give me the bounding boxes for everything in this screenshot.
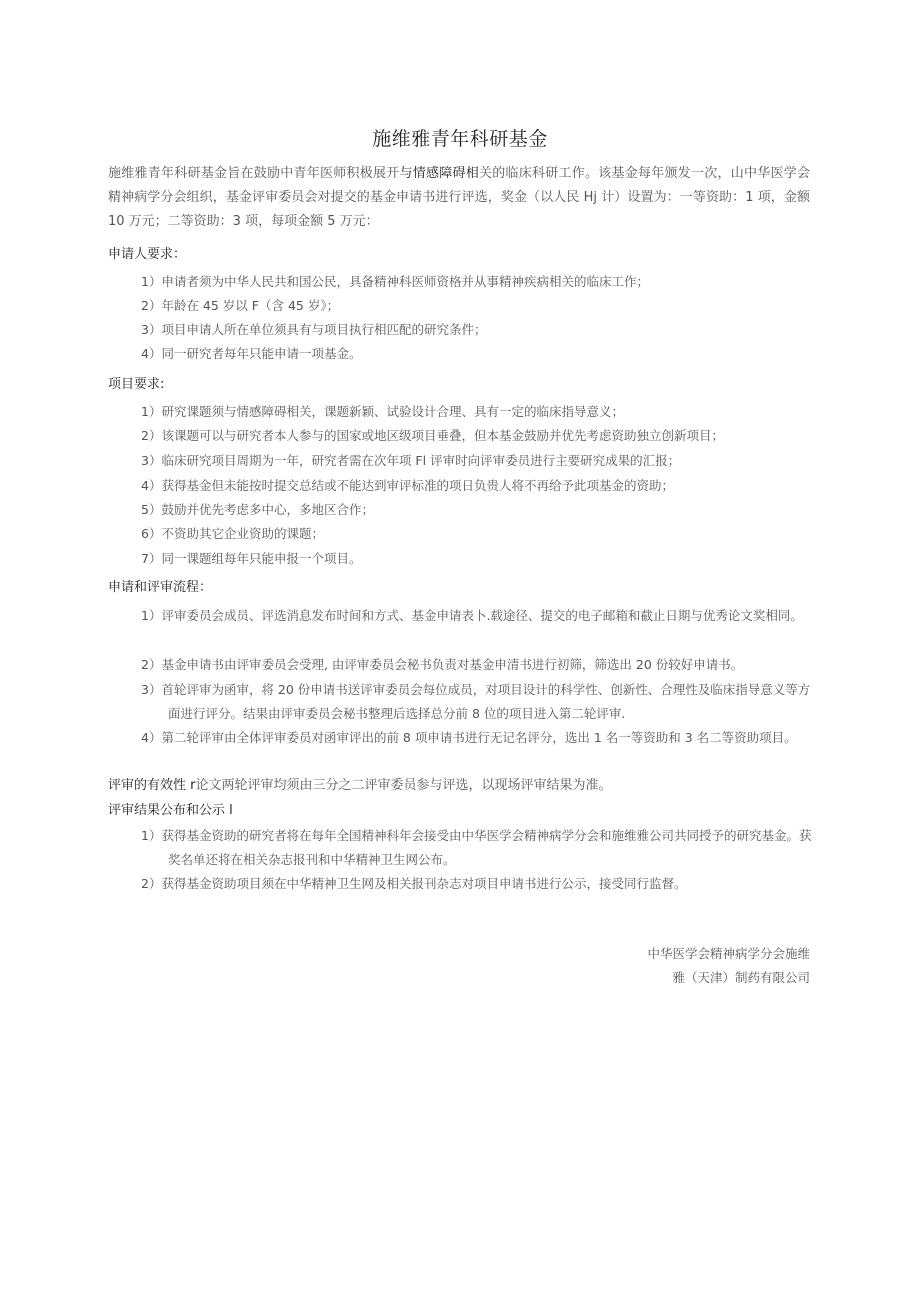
project-item: 3）临床研究项目周期为一年，研究者需在次年项 Fl 评审时向评审委员进行主要研究成果的汇报； (141, 453, 681, 468)
process-item: 1）评审委员会成员、评选消息发布时间和方式、基金申请表卜.载途径、提交的电子邮箱和截止日期与优秀论文奖相同。 (141, 608, 803, 623)
process-item: 4）第二轮评审由全体评审委员对函审评出的前 8 项申请书进行无记名评分，选出 1 名一等资助和 3 名二等资助项目。 (141, 730, 797, 745)
applicant-item: 2）年龄在 45 岁以 F（含 45 岁》； (141, 298, 340, 313)
process-heading: 申请和评审流程： (108, 580, 213, 595)
project-item: 5）鼓励并优先考虑多中心，多地区合作； (141, 502, 374, 517)
signature-line2: 雅（天津）制药有限公司 (672, 970, 810, 985)
intro-text-part2: 关的临床科研工作。该基金每年颁发一次，山中华医学会精神病学分会组织，基金评审委员会对提交的基金申请书进行评选，奖金（以人民 Hj 计）设置为：一等资助：1 项，金额 10 万元；二等资助：3 项，每项金额 5 万元： (108, 166, 810, 229)
results-heading: 评审结果公布和公示 l (108, 803, 233, 818)
validity-text: 论文两轮评审均须由三分之二评审委员参与评选，以现场评审结果为准。 (195, 778, 612, 793)
process-item: 3）首轮评审为函审，将 20 份申请书送评审委员会每位成员，对项目设计的科学性、创新性、合理性及临床指导意义等方面进行评分。结果由评审委员会秘书整理后选择总分前 8 位的项目进入第二轮评审. (141, 682, 811, 721)
validity-heading: 评审的有效性 r (108, 778, 196, 793)
project-item: 4）获得基金但未能按时提交总结或不能达到审评标准的项日负贵人将不再给予此项基金的资助； (141, 478, 674, 493)
validity-line (108, 776, 818, 796)
applicant-item: 1）申请者须为中华人民共和国公民，具备精神科医师资格并从事精神疾病相关的临床工作； (141, 274, 649, 289)
applicant-item: 3）项目申请人所在单位须具有与项目执行相匹配的研究条件； (141, 322, 487, 337)
project-item: 7）同一课题组每年只能申报一个项目。 (141, 551, 362, 566)
process-item: 2）基金申请书由评审委员会受理, 由评审委员会秘书负责对基金申清书进行初筛，筛选出 20 份较好申请书。 (141, 657, 744, 672)
intro-paragraph (108, 162, 810, 234)
signature-line1: 中华医学会精神病学分会施维 (647, 946, 810, 961)
intro-highlight: 与情感障碍相 (399, 166, 479, 181)
project-item: 1）研究课题须与情感障碍相关，课题新颖、试验设计合理、具有一定的临床指导意义； (141, 404, 624, 419)
applicant-item: 4）同一研究者每年只能申请一项基金。 (141, 346, 362, 361)
applicant-heading: 申请人要求： (108, 247, 187, 262)
results-item: 1）获得基金资助的研究者将在每年全国精神科年会接受由中华医学会精神病学分会和施维雅公司共同授予的研究基金。获奖名单还将在相关杂志报刊和中华精神卫生网公布。 (141, 828, 812, 867)
project-heading: 项目要求: (108, 377, 165, 392)
intro-text-part1: 施维雅青年科研基金旨在鼓励中青年医师积极展开 (108, 166, 400, 181)
results-item: 2）获得基金资助项目须在中华精神卫生网及相关报刊杂志对项目申请书进行公示，接受同行监督。 (141, 876, 687, 891)
project-item: 6）不资助其它企业资助的课题； (141, 526, 324, 541)
project-item: 2）该课题可以与研究者本人参与的国家或地区级项目垂叠，但本基金鼓励并优先考虑资助独立创新项目； (141, 428, 724, 443)
document-title: 施维雅青年科研基金 (372, 128, 548, 150)
